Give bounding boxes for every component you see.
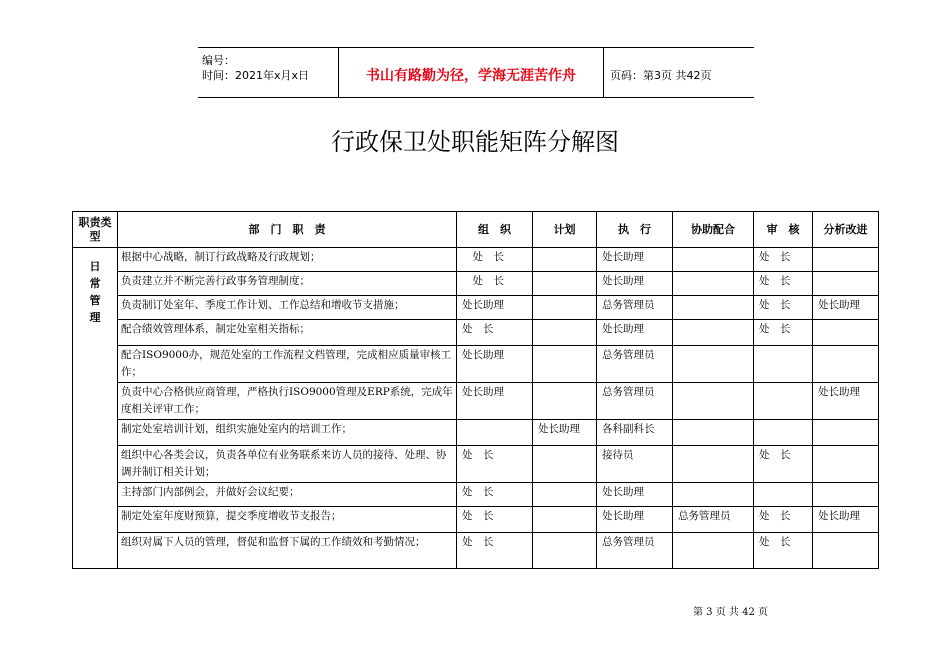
improve-cell bbox=[813, 346, 879, 383]
improve-cell bbox=[813, 420, 879, 446]
plan-cell bbox=[533, 320, 597, 346]
assist-cell bbox=[673, 383, 754, 420]
plan-cell bbox=[533, 507, 597, 533]
duty-type-char: 管 bbox=[89, 294, 101, 307]
assist-cell bbox=[673, 483, 754, 507]
duty-cell: 制定处室培训计划，组织实施处室内的培训工作； bbox=[118, 420, 457, 446]
header-motto: 书山有路勤为径，学海无涯苦作舟 bbox=[366, 68, 576, 84]
duty-cell: 组织对属下人员的管理，督促和监督下属的工作绩效和考勤情况； bbox=[118, 533, 457, 569]
review-cell: 处 长 bbox=[754, 296, 813, 320]
assist-cell bbox=[673, 346, 754, 383]
document-date-label: 时间：2021年x月x日 bbox=[202, 69, 310, 82]
improve-cell: 处长助理 bbox=[813, 296, 879, 320]
table-header-row bbox=[73, 212, 879, 248]
review-cell: 处 长 bbox=[754, 507, 813, 533]
duty-type-char: 日 bbox=[89, 260, 101, 273]
review-cell bbox=[754, 483, 813, 507]
execute-cell: 总务管理员 bbox=[597, 383, 673, 420]
table-row bbox=[73, 420, 879, 446]
duty-cell: 主持部门内部例会，并做好会议纪要； bbox=[118, 483, 457, 507]
organize-cell: 处 长 bbox=[457, 507, 533, 533]
table-row bbox=[73, 346, 879, 383]
improve-cell bbox=[813, 272, 879, 296]
header-assist: 协助配合 bbox=[673, 212, 754, 248]
review-cell: 处 长 bbox=[754, 533, 813, 569]
organize-cell: 处 长 bbox=[457, 533, 533, 569]
improve-cell bbox=[813, 533, 879, 569]
function-matrix-table bbox=[72, 211, 879, 569]
organize-cell: 处 长 bbox=[457, 248, 533, 272]
header-department-duty: 部 门 职 责 bbox=[118, 212, 457, 248]
header-improve: 分析改进 bbox=[813, 212, 879, 248]
header-page-label: 页码：第3页 共42页 bbox=[610, 69, 712, 82]
table-row bbox=[73, 296, 879, 320]
organize-cell: 处长助理 bbox=[457, 296, 533, 320]
review-cell: 处 长 bbox=[754, 320, 813, 346]
execute-cell: 总务管理员 bbox=[597, 296, 673, 320]
review-cell bbox=[754, 420, 813, 446]
duty-cell: 根据中心战略，制订行政战略及行政规划； bbox=[118, 248, 457, 272]
organize-cell: 处 长 bbox=[457, 320, 533, 346]
assist-cell bbox=[673, 420, 754, 446]
improve-cell bbox=[813, 248, 879, 272]
execute-cell: 处长助理 bbox=[597, 483, 673, 507]
duty-cell: 制定处室年度财预算，提交季度增收节支报告； bbox=[118, 507, 457, 533]
organize-cell bbox=[457, 420, 533, 446]
table-row bbox=[73, 383, 879, 420]
review-cell: 处 长 bbox=[754, 248, 813, 272]
organize-cell: 处 长 bbox=[457, 483, 533, 507]
assist-cell bbox=[673, 320, 754, 346]
page-footer: 第 3 页 共 42 页 bbox=[693, 607, 768, 618]
table-row bbox=[73, 320, 879, 346]
improve-cell bbox=[813, 483, 879, 507]
execute-cell: 总务管理员 bbox=[597, 533, 673, 569]
header-review: 审 核 bbox=[754, 212, 813, 248]
assist-cell bbox=[673, 446, 754, 483]
document-header bbox=[198, 47, 754, 98]
duty-cell: 负责制订处室年、季度工作计划、工作总结和增收节支措施； bbox=[118, 296, 457, 320]
duty-cell: 配合ISO9000办，规范处室的工作流程文档管理，完成相应质量审核工作； bbox=[118, 346, 457, 383]
execute-cell: 总务管理员 bbox=[597, 346, 673, 383]
duty-cell: 配合绩效管理体系，制定处室相关指标； bbox=[118, 320, 457, 346]
header-execute: 执 行 bbox=[597, 212, 673, 248]
improve-cell: 处长助理 bbox=[813, 507, 879, 533]
organize-cell: 处长助理 bbox=[457, 346, 533, 383]
assist-cell bbox=[673, 296, 754, 320]
duty-cell: 负责中心合格供应商管理，严格执行ISO9000管理及ERP系统，完成年度相关评审工作； bbox=[118, 383, 457, 420]
header-duty-type: 职责类型 bbox=[73, 212, 118, 248]
assist-cell bbox=[673, 533, 754, 569]
document-number-label: 编号： bbox=[202, 54, 235, 67]
review-cell bbox=[754, 346, 813, 383]
execute-cell: 处长助理 bbox=[597, 507, 673, 533]
assist-cell bbox=[673, 248, 754, 272]
duty-cell: 负责建立并不断完善行政事务管理制度； bbox=[118, 272, 457, 296]
organize-cell: 处 长 bbox=[457, 272, 533, 296]
review-cell bbox=[754, 383, 813, 420]
duty-type-char: 理 bbox=[89, 311, 101, 324]
organize-cell: 处长助理 bbox=[457, 383, 533, 420]
plan-cell bbox=[533, 248, 597, 272]
table-row bbox=[73, 483, 879, 507]
execute-cell: 处长助理 bbox=[597, 248, 673, 272]
assist-cell: 总务管理员 bbox=[673, 507, 754, 533]
page-title: 行政保卫处职能矩阵分解图 bbox=[331, 128, 619, 156]
table-row bbox=[73, 507, 879, 533]
header-plan: 计划 bbox=[533, 212, 597, 248]
plan-cell bbox=[533, 533, 597, 569]
plan-cell bbox=[533, 483, 597, 507]
duty-type-char: 常 bbox=[89, 277, 101, 290]
improve-cell bbox=[813, 446, 879, 483]
plan-cell bbox=[533, 383, 597, 420]
organize-cell: 处 长 bbox=[457, 446, 533, 483]
execute-cell: 各科副科长 bbox=[597, 420, 673, 446]
table-row bbox=[73, 272, 879, 296]
execute-cell: 处长助理 bbox=[597, 272, 673, 296]
review-cell: 处 长 bbox=[754, 446, 813, 483]
duty-cell: 组织中心各类会议，负责各单位有业务联系来访人员的接待、处理、协调并制订相关计划； bbox=[118, 446, 457, 483]
plan-cell: 处长助理 bbox=[533, 420, 597, 446]
improve-cell: 处长助理 bbox=[813, 383, 879, 420]
improve-cell bbox=[813, 320, 879, 346]
header-organize: 组 织 bbox=[457, 212, 533, 248]
duty-type-cell bbox=[73, 248, 118, 569]
execute-cell: 处长助理 bbox=[597, 320, 673, 346]
review-cell: 处 长 bbox=[754, 272, 813, 296]
execute-cell: 接待员 bbox=[597, 446, 673, 483]
plan-cell bbox=[533, 296, 597, 320]
plan-cell bbox=[533, 346, 597, 383]
header-divider bbox=[603, 48, 604, 97]
table-row bbox=[73, 533, 879, 569]
plan-cell bbox=[533, 272, 597, 296]
assist-cell bbox=[673, 272, 754, 296]
table-row bbox=[73, 446, 879, 483]
table-row bbox=[73, 248, 879, 272]
plan-cell bbox=[533, 446, 597, 483]
